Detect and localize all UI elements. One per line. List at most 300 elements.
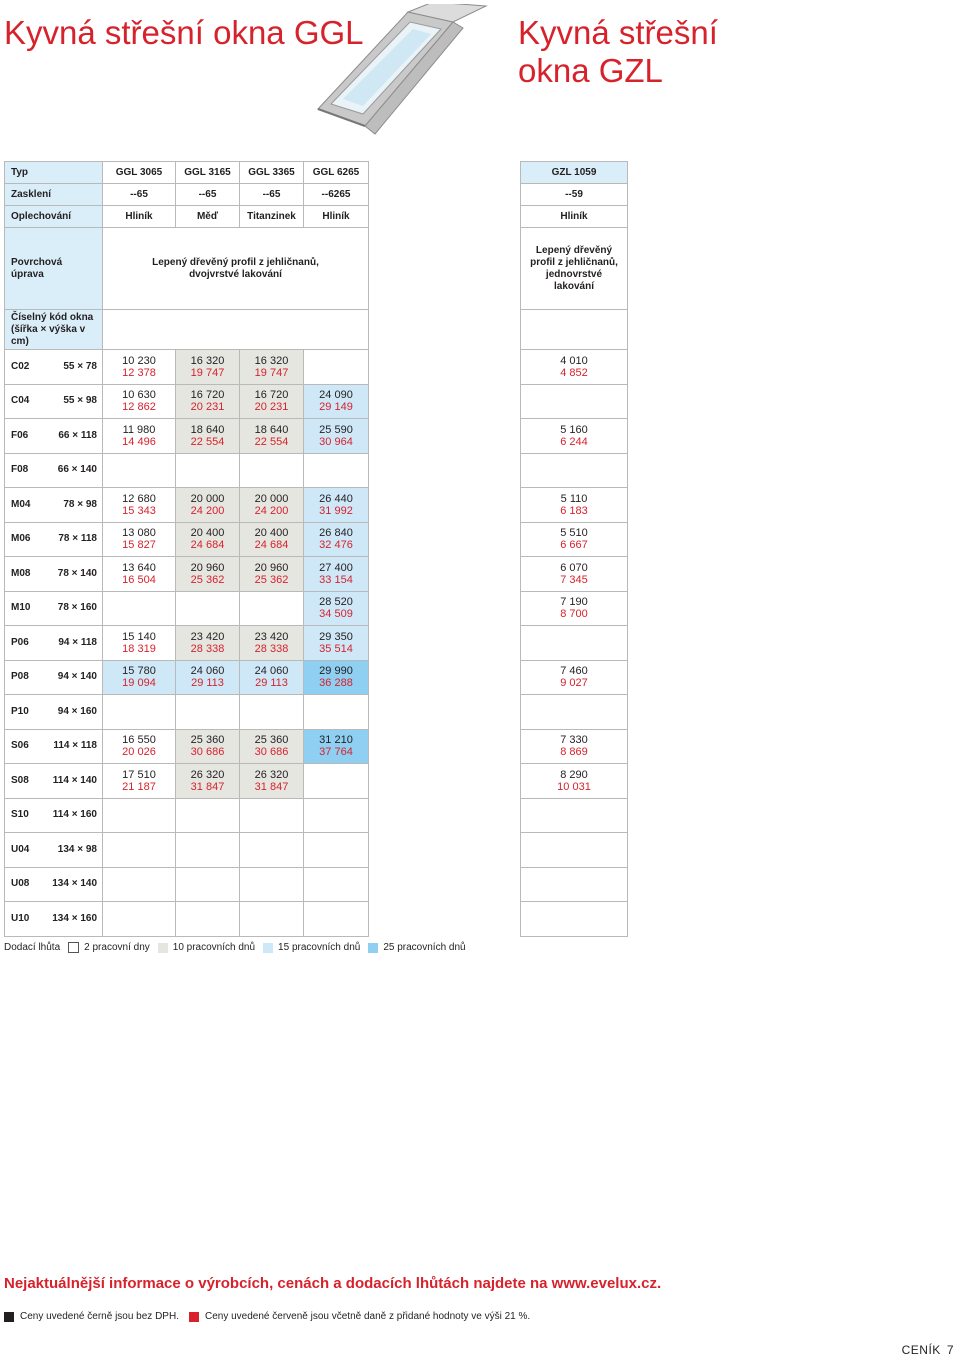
price-cell <box>240 522 304 557</box>
price-cell <box>240 729 304 764</box>
window-code: S06 <box>11 740 29 752</box>
price-excl-vat: 13 640 <box>122 561 156 574</box>
price-cell <box>176 867 240 902</box>
price-excl-vat: 24 060 <box>190 665 225 678</box>
legend-swatch-light-blue <box>263 943 273 953</box>
window-size: 55 × 98 <box>63 395 97 407</box>
price-incl-vat: 4 852 <box>560 366 588 379</box>
price-excl-vat: 5 510 <box>560 527 588 540</box>
price-excl-vat: 16 720 <box>254 389 289 402</box>
window-code: M10 <box>11 602 31 614</box>
price-notes <box>4 1311 530 1322</box>
price-cell <box>103 384 176 419</box>
price-incl-vat: 18 319 <box>122 642 156 655</box>
table-row <box>5 902 369 937</box>
price-excl-vat: 16 720 <box>190 389 225 402</box>
table-row <box>521 384 628 419</box>
price-excl-vat: 7 190 <box>560 596 588 609</box>
header-type-ggl3365: GGL 3365 <box>240 162 304 184</box>
price-excl-vat: 28 520 <box>319 596 353 609</box>
window-code: P10 <box>11 705 29 717</box>
price-incl-vat: 31 847 <box>254 780 289 793</box>
price-cell-gzl <box>521 695 628 730</box>
price-incl-vat: 20 231 <box>190 401 225 414</box>
price-incl-vat: 15 343 <box>122 504 156 517</box>
table-row <box>5 798 369 833</box>
price-cell <box>103 729 176 764</box>
table-row <box>521 902 628 937</box>
price-cell <box>103 488 176 523</box>
table-row <box>5 626 369 661</box>
price-incl-vat: 7 345 <box>560 573 588 586</box>
price-cell <box>240 798 304 833</box>
black-square-icon <box>4 1312 14 1322</box>
price-cell <box>304 488 369 523</box>
price-cell <box>240 867 304 902</box>
price-cell <box>304 453 369 488</box>
price-incl-vat: 6 244 <box>560 435 588 448</box>
price-excl-vat: 20 000 <box>190 492 225 505</box>
price-cell <box>240 488 304 523</box>
price-excl-vat: 10 630 <box>122 389 156 402</box>
price-excl-vat: 16 320 <box>190 354 225 367</box>
header-flashing-cell: Hliník <box>304 206 369 228</box>
price-excl-vat: 23 420 <box>190 630 225 643</box>
row-code-size <box>5 764 103 799</box>
price-incl-vat: 14 496 <box>122 435 156 448</box>
header-glazing-gzl: --59 <box>521 184 628 206</box>
window-code: C02 <box>11 360 30 372</box>
price-excl-vat: 26 320 <box>254 768 289 781</box>
price-incl-vat: 19 747 <box>254 366 289 379</box>
window-size: 94 × 118 <box>58 636 97 648</box>
legend-swatch-grey <box>158 943 168 953</box>
price-cell <box>304 626 369 661</box>
price-cell <box>176 764 240 799</box>
price-cell-gzl <box>521 453 628 488</box>
price-excl-vat: 25 360 <box>190 734 225 747</box>
row-code-size <box>5 833 103 868</box>
price-incl-vat: 21 187 <box>122 780 156 793</box>
note-black: Ceny uvedené černě jsou bez DPH. <box>20 1311 179 1322</box>
price-excl-vat: 16 320 <box>254 354 289 367</box>
price-cell <box>240 695 304 730</box>
price-cell <box>304 798 369 833</box>
header-glazing-cell: --65 <box>176 184 240 206</box>
note-red: Ceny uvedené červeně jsou včetně daně z přidané hodnoty ve výši 21 %. <box>204 1311 531 1322</box>
price-cell <box>304 833 369 868</box>
table-row <box>521 488 628 523</box>
legend-item-15days: 15 pracovních dnů <box>278 942 361 953</box>
price-excl-vat: 20 000 <box>254 492 289 505</box>
price-incl-vat: 32 476 <box>319 539 353 552</box>
price-cell <box>240 764 304 799</box>
row-code-size <box>5 488 103 523</box>
legend-item-10days: 10 pracovních dnů <box>172 942 256 953</box>
page-number: 7 <box>946 1343 954 1357</box>
window-code: M04 <box>11 498 31 510</box>
price-incl-vat: 8 700 <box>560 608 588 621</box>
window-code: P06 <box>11 636 29 648</box>
price-excl-vat: 29 990 <box>319 665 353 678</box>
price-cell <box>240 660 304 695</box>
row-code-size <box>5 419 103 454</box>
header-type-ggl6265: GGL 6265 <box>304 162 369 184</box>
price-excl-vat: 5 160 <box>560 423 588 436</box>
price-cell <box>304 729 369 764</box>
price-excl-vat: 20 400 <box>254 527 289 540</box>
price-cell <box>176 488 240 523</box>
price-incl-vat: 29 149 <box>319 401 353 414</box>
legend-swatch-white <box>68 942 79 953</box>
price-cell <box>240 384 304 419</box>
price-excl-vat: 7 330 <box>560 734 588 747</box>
price-incl-vat: 9 027 <box>560 677 588 690</box>
table-row <box>5 557 369 592</box>
price-cell <box>103 764 176 799</box>
price-incl-vat: 20 026 <box>122 746 156 759</box>
price-incl-vat: 29 113 <box>255 677 288 690</box>
table-row <box>5 419 369 454</box>
table-row <box>521 522 628 557</box>
price-cell <box>176 557 240 592</box>
row-code-size <box>5 867 103 902</box>
price-cell-gzl <box>521 384 628 419</box>
price-excl-vat: 12 680 <box>122 492 156 505</box>
header-zaskleni-label: Zasklení <box>5 184 103 206</box>
window-size: 134 × 160 <box>52 912 97 924</box>
gzl-price-table <box>520 161 628 937</box>
price-incl-vat: 31 992 <box>319 504 353 517</box>
price-incl-vat: 12 378 <box>122 366 156 379</box>
price-cell-gzl <box>521 867 628 902</box>
price-excl-vat: 24 060 <box>254 665 289 678</box>
price-cell <box>176 350 240 385</box>
header-oplechovani-label: Oplechování <box>5 206 103 228</box>
window-code: U08 <box>11 878 30 890</box>
header-code-empty <box>103 310 369 350</box>
price-incl-vat: 36 288 <box>319 677 353 690</box>
price-cell-gzl <box>521 729 628 764</box>
table-row <box>5 867 369 902</box>
window-size: 66 × 118 <box>58 429 97 441</box>
header-flashing-cell: Titanzinek <box>240 206 304 228</box>
price-excl-vat: 26 320 <box>190 768 225 781</box>
price-cell <box>103 695 176 730</box>
window-code: S08 <box>11 774 29 786</box>
window-size: 78 × 98 <box>63 498 97 510</box>
price-excl-vat: 31 210 <box>319 734 353 747</box>
price-cell <box>304 350 369 385</box>
price-cell <box>103 626 176 661</box>
legend-item-2days: 2 pracovní dny <box>84 942 150 953</box>
price-cell-gzl <box>521 660 628 695</box>
price-cell <box>240 453 304 488</box>
table-row <box>5 660 369 695</box>
price-incl-vat: 19 747 <box>190 366 225 379</box>
price-incl-vat: 25 362 <box>254 573 289 586</box>
price-cell-gzl <box>521 557 628 592</box>
price-cell <box>240 833 304 868</box>
window-size: 55 × 78 <box>63 360 97 372</box>
price-cell <box>240 419 304 454</box>
price-cell <box>304 867 369 902</box>
price-incl-vat: 28 338 <box>190 642 225 655</box>
price-cell <box>240 626 304 661</box>
window-size: 134 × 140 <box>52 878 97 890</box>
header-surface-gzl: Lepený dřevěný profil z jehličnanů, jednovrstvé lakování <box>521 228 628 310</box>
price-cell <box>176 419 240 454</box>
price-excl-vat: 26 440 <box>319 492 353 505</box>
row-code-size <box>5 660 103 695</box>
roof-window-image <box>313 4 488 139</box>
price-excl-vat: 10 230 <box>122 354 156 367</box>
price-cell-gzl <box>521 626 628 661</box>
row-code-size <box>5 798 103 833</box>
price-cell <box>176 591 240 626</box>
header-povrchova-label: Povrchová úprava <box>5 228 103 310</box>
table-row <box>521 350 628 385</box>
price-incl-vat: 8 869 <box>560 746 588 759</box>
legend-label: Dodací lhůta <box>4 942 61 953</box>
price-incl-vat: 19 094 <box>122 677 156 690</box>
header-surface-ggl: Lepený dřevěný profil z jehličnanů, dvojvrstvé lakování <box>103 228 369 310</box>
price-incl-vat: 6 183 <box>560 504 588 517</box>
price-cell-gzl <box>521 591 628 626</box>
window-code: P08 <box>11 671 29 683</box>
price-cell <box>304 419 369 454</box>
price-incl-vat: 30 964 <box>319 435 353 448</box>
price-incl-vat: 31 847 <box>190 780 225 793</box>
row-code-size <box>5 902 103 937</box>
price-excl-vat: 6 070 <box>560 561 588 574</box>
header-glazing-cell: --65 <box>240 184 304 206</box>
table-row <box>5 729 369 764</box>
price-excl-vat: 17 510 <box>122 768 156 781</box>
price-cell-gzl <box>521 764 628 799</box>
price-cell <box>103 902 176 937</box>
window-code: F08 <box>11 464 29 476</box>
price-excl-vat: 24 090 <box>319 389 353 402</box>
header-type-ggl3165: GGL 3165 <box>176 162 240 184</box>
window-size: 94 × 160 <box>57 705 97 717</box>
window-size: 66 × 140 <box>57 464 97 476</box>
price-cell-gzl <box>521 833 628 868</box>
table-row <box>5 833 369 868</box>
price-incl-vat: 24 200 <box>190 504 225 517</box>
table-row <box>521 453 628 488</box>
price-cell-gzl <box>521 488 628 523</box>
price-cell <box>176 902 240 937</box>
price-excl-vat: 29 350 <box>319 630 353 643</box>
table-row <box>5 695 369 730</box>
window-code: U04 <box>11 843 30 855</box>
price-cell <box>176 626 240 661</box>
price-cell <box>103 453 176 488</box>
price-excl-vat: 4 010 <box>560 354 588 367</box>
table-row <box>5 591 369 626</box>
table-row <box>521 798 628 833</box>
row-code-size <box>5 384 103 419</box>
price-cell <box>176 798 240 833</box>
header-code-label: Číselný kód okna (šířka × výška v cm) <box>5 310 103 350</box>
price-excl-vat: 11 980 <box>122 423 156 436</box>
price-excl-vat: 20 400 <box>190 527 225 540</box>
price-incl-vat: 24 684 <box>254 539 289 552</box>
row-code-size <box>5 557 103 592</box>
price-incl-vat: 25 362 <box>190 573 225 586</box>
row-code-size <box>5 453 103 488</box>
price-cell <box>240 557 304 592</box>
price-cell-gzl <box>521 798 628 833</box>
table-row <box>5 522 369 557</box>
window-code: C04 <box>11 395 30 407</box>
table-row <box>5 350 369 385</box>
table-row <box>521 626 628 661</box>
price-excl-vat: 5 110 <box>560 492 588 505</box>
red-square-icon <box>189 1312 199 1322</box>
price-incl-vat: 24 684 <box>190 539 225 552</box>
price-excl-vat: 25 360 <box>254 734 289 747</box>
header-glazing-cell: --6265 <box>304 184 369 206</box>
price-cell <box>103 522 176 557</box>
price-cell-gzl <box>521 419 628 454</box>
footer-label: CENÍK <box>901 1343 941 1357</box>
header-flashing-cell: Hliník <box>103 206 176 228</box>
table-row <box>521 591 628 626</box>
row-code-size <box>5 591 103 626</box>
table-row <box>521 729 628 764</box>
price-cell <box>304 522 369 557</box>
table-row <box>521 867 628 902</box>
price-incl-vat: 22 554 <box>254 435 289 448</box>
price-cell-gzl <box>521 350 628 385</box>
table-row <box>521 660 628 695</box>
table-row <box>5 764 369 799</box>
price-excl-vat: 20 960 <box>254 561 289 574</box>
table-row <box>521 764 628 799</box>
row-code-size <box>5 626 103 661</box>
table-row <box>521 833 628 868</box>
header-flashing-cell: Měď <box>176 206 240 228</box>
table-row <box>5 384 369 419</box>
table-row <box>521 557 628 592</box>
price-incl-vat: 12 862 <box>122 401 156 414</box>
price-incl-vat: 10 031 <box>557 780 591 793</box>
price-excl-vat: 8 290 <box>560 768 588 781</box>
header-type-gzl1059: GZL 1059 <box>521 162 628 184</box>
price-cell <box>304 660 369 695</box>
row-code-size <box>5 522 103 557</box>
price-cell <box>176 729 240 764</box>
price-incl-vat: 6 667 <box>560 539 588 552</box>
price-incl-vat: 30 686 <box>254 746 289 759</box>
price-excl-vat: 18 640 <box>190 423 225 436</box>
legend-item-25days: 25 pracovních dnů <box>383 942 466 953</box>
window-size: 114 × 118 <box>53 740 97 752</box>
price-cell <box>103 798 176 833</box>
window-code: S10 <box>11 809 29 821</box>
price-incl-vat: 29 113 <box>191 677 224 690</box>
price-excl-vat: 26 840 <box>319 527 353 540</box>
window-code: F06 <box>11 429 29 441</box>
window-size: 134 × 98 <box>57 843 97 855</box>
price-cell <box>103 660 176 695</box>
table-row <box>5 453 369 488</box>
page-footer <box>896 1343 954 1357</box>
window-code: U10 <box>11 912 30 924</box>
price-cell <box>304 764 369 799</box>
window-size: 78 × 160 <box>57 602 97 614</box>
price-cell <box>176 833 240 868</box>
header-typ-label: Typ <box>5 162 103 184</box>
legend-swatch-blue <box>368 943 378 953</box>
price-cell <box>103 350 176 385</box>
price-incl-vat: 30 686 <box>190 746 225 759</box>
window-size: 78 × 118 <box>58 533 97 545</box>
delivery-legend <box>4 942 466 953</box>
row-code-size <box>5 350 103 385</box>
window-size: 114 × 140 <box>52 774 97 786</box>
header-code-empty-gzl <box>521 310 628 350</box>
price-cell <box>304 902 369 937</box>
price-cell <box>176 695 240 730</box>
table-row <box>521 419 628 454</box>
price-cell <box>304 695 369 730</box>
ggl-price-table <box>4 161 369 937</box>
price-cell <box>240 902 304 937</box>
price-cell <box>103 833 176 868</box>
price-cell <box>304 557 369 592</box>
price-incl-vat: 22 554 <box>190 435 225 448</box>
table-row <box>521 695 628 730</box>
price-excl-vat: 15 780 <box>122 665 156 678</box>
price-cell-gzl <box>521 522 628 557</box>
window-code: M06 <box>11 533 31 545</box>
price-cell <box>240 591 304 626</box>
window-code: M08 <box>11 567 31 579</box>
price-cell <box>103 867 176 902</box>
table-row <box>5 488 369 523</box>
price-cell <box>176 384 240 419</box>
row-code-size <box>5 729 103 764</box>
info-line: Nejaktuálnější informace o výrobcích, cenách a dodacích lhůtách najdete na www.evelux.cz. <box>4 1275 662 1292</box>
price-cell <box>176 660 240 695</box>
row-code-size <box>5 695 103 730</box>
price-excl-vat: 20 960 <box>190 561 225 574</box>
price-cell <box>176 522 240 557</box>
price-cell <box>103 419 176 454</box>
price-incl-vat: 24 200 <box>254 504 289 517</box>
page-title-ggl: Kyvná střešní okna GGL <box>4 14 364 51</box>
header-type-ggl3065: GGL 3065 <box>103 162 176 184</box>
price-cell-gzl <box>521 902 628 937</box>
page-title-gzl: Kyvná střešní okna GZL <box>518 14 718 89</box>
price-excl-vat: 25 590 <box>319 423 353 436</box>
window-size: 78 × 140 <box>57 567 97 579</box>
header-glazing-cell: --65 <box>103 184 176 206</box>
header-flashing-gzl: Hliník <box>521 206 628 228</box>
price-incl-vat: 16 504 <box>122 573 156 586</box>
price-incl-vat: 20 231 <box>254 401 289 414</box>
price-cell <box>176 453 240 488</box>
price-cell <box>304 591 369 626</box>
price-excl-vat: 15 140 <box>122 630 156 643</box>
price-excl-vat: 7 460 <box>560 665 588 678</box>
price-incl-vat: 37 764 <box>319 746 353 759</box>
price-incl-vat: 33 154 <box>319 573 353 586</box>
price-excl-vat: 13 080 <box>122 527 156 540</box>
